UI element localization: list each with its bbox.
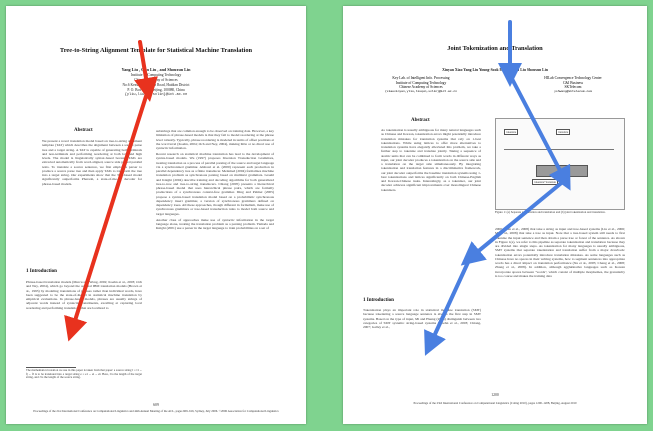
figure-1	[495, 118, 625, 210]
affiliation-line: Chinese Academy of Sciences	[134, 78, 178, 82]
paper-page-left	[6, 6, 306, 424]
figure-divider	[504, 149, 614, 150]
intro-heading: 1 Introduction	[363, 298, 394, 303]
figure-label: translate	[558, 130, 569, 134]
author-emails: {xiaoxinyan,yliu,liuqun,sxlin}@ict.ac.cn	[384, 89, 457, 93]
abstract-heading: Abstract	[74, 128, 93, 133]
abstract-text: We present a novel translation model based on tree-to-string alignment template (TAT) which describes the alignment between a source parse tree and a target string. A TAT is capable of generating both terminals and non-terminals and performing reordering at both low and high levels. The model is linguistically syntax-based because TATs are extracted automatically from word-aligned, source side parsed parallel texts. To translate a source sentence, we first employ a parser to produce a source parse tree and then apply TATs to transform the tree into a target string. Our experiments show that the TAT-based model significantly outperforms Pharaoh, a state-of-the-art decoder for phrase-based models.	[42, 139, 142, 186]
right-column-text: 2006; Shen et al., 2008) that take a string as input and tree-based systems (Liu et al., 2006; Mi et al., 2008) that take a tree as input. Note that a tree-based system still needs to first tokenize the input sentence and then obtain a parse tree or forest of the sentence. As shown in Figure 1(a), we refer to this pipeline as separate tokenization and translation because they are divided into single steps. As tokenization for many languages is usually ambiguous, SMT systems that separate tokenization and translation suffer from a major drawback: tokenization errors potentially introduce translation mistakes. As some languages such as Chinese have no spaces in their writing systems, how to segment sentences into appropriate words has a direct impact on translation performance (Xu et al., 2005; Chang et al., 2008; Zhang et al., 2008). In addition, although agglutinative languages such as Korean incorporate spaces between "words", which consist of multiple morphemes, the granularity is too coarse and makes the training data	[495, 227, 625, 278]
paper-authors: Yang Liu , Qun Liu , and Shouxun Lin	[121, 67, 191, 72]
proceedings-footer: Proceedings of the 23rd International Conference on Computational Linguistics (Coling 2010), pages 1200–1208, Beijing, August 2010	[413, 401, 577, 405]
intro-heading: 1 Introduction	[26, 269, 57, 274]
affiliation-line: HILab Convergence Technology Center	[544, 76, 602, 80]
affiliation-block-left	[351, 76, 491, 94]
affiliation-line: Institute of Computing Technology	[395, 80, 447, 85]
joint-decoder-box	[536, 165, 588, 177]
affiliation-line: SKTelecom	[564, 85, 582, 90]
proceedings-footer: Proceedings of the 21st International Conference on Computational Linguistics and 44th Annual Meeting of the ACL, pages 609–616, Sydney, July 2006. ©2006 Association for Computational Linguistics	[33, 409, 279, 413]
intro-text: Tokenization plays an important role in statistical machine translation (SMT) because tokenizing a source language sentence is always the first step in SMT systems. Based on the type of input, Mi and Huang (2008) distinguish between two categories of SMT systems: string-based systems (Koehn et al., 2003; Chiang, 2007; Galley et al.,	[363, 308, 481, 329]
paper-title: Tree-to-String Alignment Template for Statistical Machine Translation	[59, 47, 253, 54]
affiliation-line: C&I Business	[562, 80, 584, 85]
affiliation-line: Chinese Academy of Sciences	[399, 85, 443, 90]
paper-page-right	[343, 6, 647, 424]
footnote-divider	[26, 367, 76, 368]
affiliation-line: P. O. Box 2704, Beijing, 100080, China	[127, 88, 185, 92]
abstract-heading: Abstract	[411, 118, 430, 123]
page-number: 609	[153, 403, 159, 407]
page-number: 1200	[491, 393, 499, 397]
figure-label: tokenize	[506, 130, 517, 134]
affiliation-line: No.6 Kexueyuan South Road, Haidian District	[122, 83, 190, 87]
abstract-text: As tokenization is usually ambiguous for many natural languages such as Chinese and Korean, tokenization errors might potentially introduce translation mistakes for translation systems that rely on 1-best tokenizations. While using lattices to offer more alternatives to translation systems have elegantly alleviated this problem, we take a further step to tokenize and translate jointly. Taking a sequence of atomic units that can be combined to form words in different ways as input, our joint decoder produces a tokenization on the source side and a translation on the target side simultaneously. By integrating tokenization and translation features in a discriminative framework, our joint decoder outperforms the baseline translation systems using 1-best tokenizations and lattices significantly on both Chinese-English and Korean-Chinese tasks. Interestingly, as a tokenizer, our joint decoder achieves significant improvements over monolingual Chinese tokenizers.	[381, 128, 481, 192]
right-column-text: substrings that are common enough to be observed on training data. However, a key limitation of phrase-based models is that they fail to model reordering at the phrase level robustly. Typically, phrase reordering is modeled in terms of offset positions at the word level (Koehn, 2004; Och and Ney, 2004), making little or no direct use of syntactic information. Recent research on statistical machine translation has lead to the development of syntax-based models. Wu (1997) proposes Inversion Transduction Grammars, treating translation as a process of parallel parsing of the source and target language via a synchronized grammar. Alshawi et al. (2000) represent each production in parallel dependency tree as a finite transducer. Melamed (2004) formalizes machine translation problem as synchronous parsing based on multitext grammars. Graehl and Knight (2004) describe training and decoding algorithms for both generalized tree-to-tree and tree-to-string transducers. Chiang (2005) presents a hierarchical phrase-based model that uses hierarchical phrase pairs, which are formally productions of a synchronous context-free grammar. Ding and Palmer (2005) propose a syntax-based translation model based on a probabilistic synchronous dependency insert grammar, a version of synchronous grammars defined on dependency trees. All these approaches, though different in formalism, make use of synchronous grammars or tree-based transduction rules to model both source and target languages. Another class of approaches make use of syntactic information in the target language alone, treating the translation problem as a parsing problem. Yamada and Knight (2001) use a parser in the target language to train probabilities on a set of	[156, 129, 274, 231]
author-emails: yshwang@sktelecom.com	[554, 89, 592, 93]
footnote-text: The mathematical notation we use in this paper is taken from that paper: a source string f = f1 ... fj ... fJ is to be translated into a target string e = e1 ... ei ... eI. Here, I is the length of the target string, and J is the length of the source string.	[26, 369, 142, 380]
paper-authors: Xinyan Xiao Yang Liu Young-Sook Hwang Qun Liu Shouxun Lin	[442, 68, 548, 72]
affiliation-line: Institute of Computing Technology	[130, 73, 182, 77]
figure-label: tokenize+translate	[534, 180, 557, 184]
paper-title: Joint Tokenization and Translation	[447, 45, 543, 52]
figure-caption: Figure 1: (a) Separate tokenization and translation and (b) joint tokenization and translation.	[495, 210, 606, 214]
affiliation-block-right	[503, 76, 643, 94]
affiliation-line: Key Lab. of Intelligent Info. Processing	[392, 76, 450, 80]
author-emails: {yliu,liuqun,sxlin}@ict.ac.cn	[124, 93, 188, 97]
intro-text: Phrase-based translation models (Marcu and Wong, 2002; Koehn et al., 2003; Och and Ney, 2004), which go beyond the original IBM translation models (Brown et al., 1993) by modeling translations of phrases rather than individual words, have been suggested to be the state-of-the-art in statistical machine translation by empirical evaluations. In phrase-based models, phrases are usually strings of adjacent words instead of syntactic constituents, excelling at capturing local reordering and performing translations that are localized to	[26, 280, 142, 310]
